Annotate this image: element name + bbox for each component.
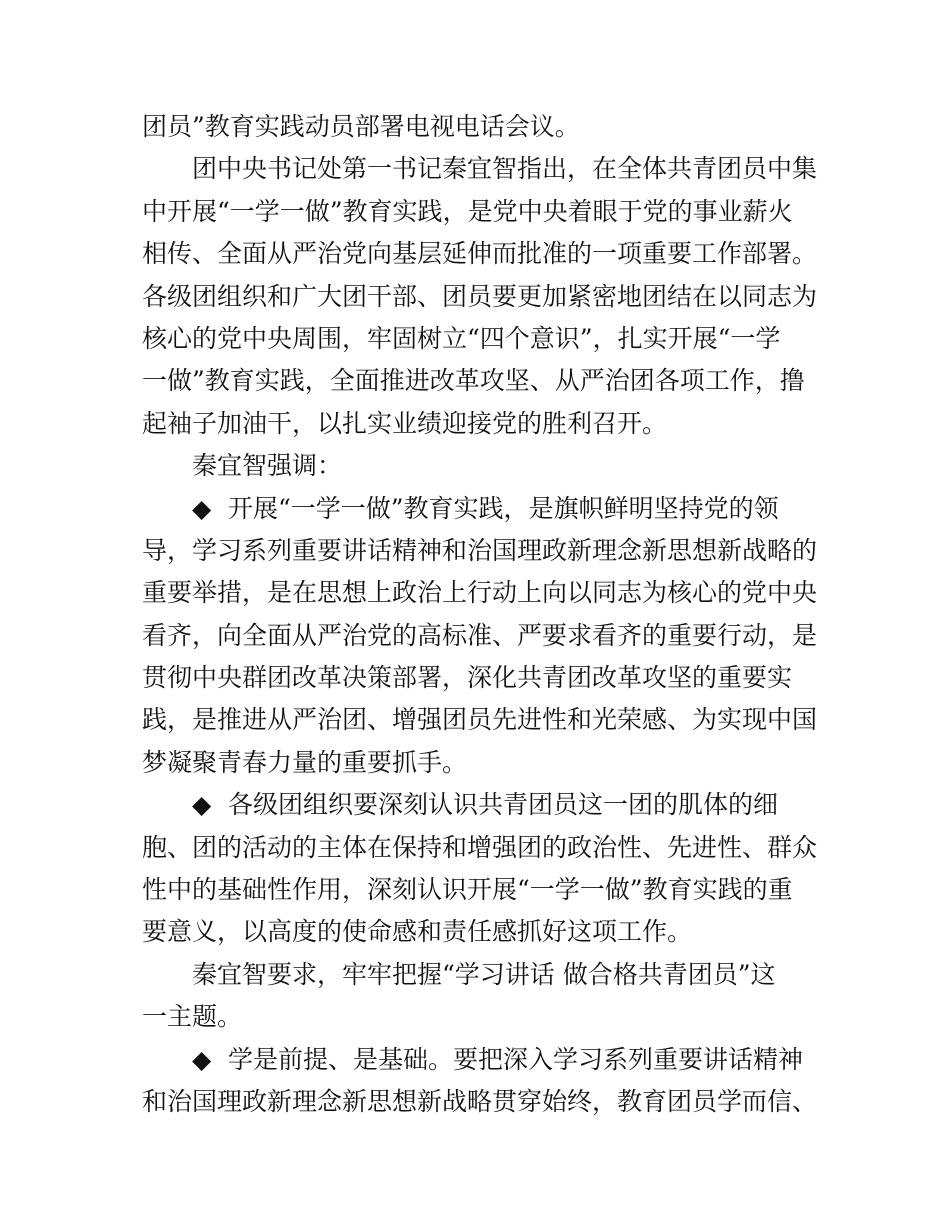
text-line: 重要举措，是在思想上政治上行动上向以同志为核心的党中央 [142,578,818,608]
text-line: 核心的党中央周围，牢固树立“四个意识”，扎实开展“一学 [142,323,781,353]
text-line: 导，学习系列重要讲话精神和治国理政新理念新思想新战略的 [142,535,818,565]
paragraph-first-line: 团中央书记处第一书记秦宜智指出，在全体共青团员中集 [192,154,818,184]
bullet-item-line: ◆ 学是前提、是基础。要把深入学习系列重要讲话精神 [142,1039,822,1081]
text-line: 一做”教育实践，全面推进改革攻坚、从严治团各项工作，撸 [142,366,805,396]
text-line: 和治国理政新理念新思想新战略贯穿始终，教育团员学而信、 [142,1086,818,1116]
text-line: 胞、团的活动的主体在保持和增强团的政治性、先进性、群众 [142,832,818,862]
diamond-bullet-icon: ◆ [192,1044,212,1074]
paragraph-first-line: 秦宜智要求，牢牢把握“学习讲话 做合格共青团员”这 [192,959,776,989]
document-body [142,106,822,1123]
paragraph-first-line: 秦宜智强调： [192,451,343,481]
text-line: 相传、全面从严治党向基层延伸而批准的一项重要工作部署。 [142,239,818,269]
text-line: 看齐，向全面从严治党的高标准、严要求看齐的重要行动，是 [142,620,818,650]
bullet-item-line: ◆ 开展“一学一做”教育实践，是旗帜鲜明坚持党的领 [142,488,822,530]
diamond-bullet-icon: ◆ [192,790,212,820]
text-line: 一主题。 [142,1002,243,1032]
diamond-bullet-icon: ◆ [192,493,212,523]
text-line: 要意义，以高度的使命感和责任感抓好这项工作。 [142,917,693,947]
text-line: 梦凝聚青春力量的重要抓手。 [142,747,468,777]
bullet-item-line: ◆ 各级团组织要深刻认识共青团员这一团的肌体的细 [142,784,822,826]
text-line: 各级团组织和广大团干部、团员要更加紧密地团结在以同志为 [142,281,818,311]
text-line: 践，是推进从严治团、增强团员先进性和光荣感、为实现中国 [142,705,818,735]
text-line: 性中的基础性作用，深刻认识开展“一学一做”教育实践的重 [142,875,793,905]
text-line: 贯彻中央群团改革决策部署，深化共青团改革攻坚的重要实 [142,663,793,693]
text-line: 起袖子加油干，以扎实业绩迎接党的胜利召开。 [142,408,668,438]
text-line: 团员”教育实践动员部署电视电话会议。 [142,112,580,141]
text-line: 中开展“一学一做”教育实践，是党中央着眼于党的事业薪火 [142,196,793,226]
